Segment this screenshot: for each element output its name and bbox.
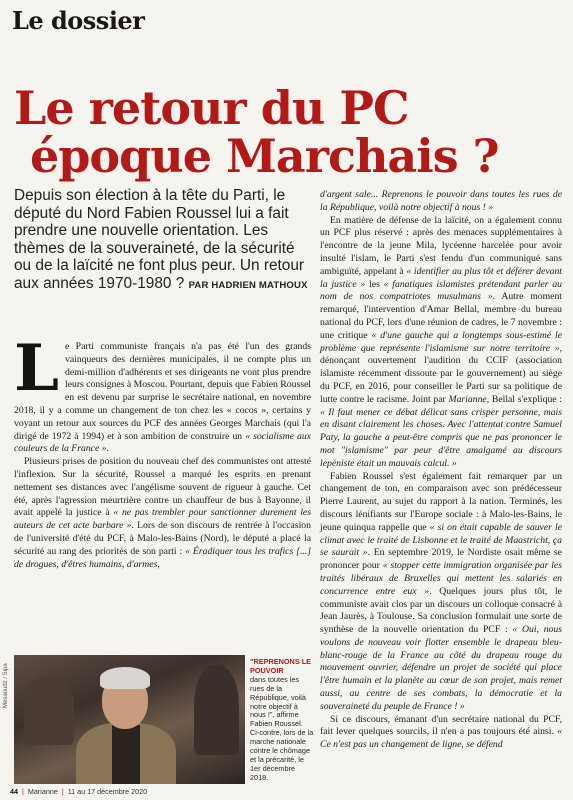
text-run: Fabien Roussel s'est également fait remarquer par un changement de ton, en comparaison avec son prédécesseur Pierre Laurent, au sujet du rapport à la nation. Terminés, les discours lénifiants sur l'Europe sociale : à Malo-les-Bains, le jeune quinqua rappelle que — [320, 470, 562, 533]
paragraph — [320, 471, 562, 714]
photo-caption — [250, 658, 314, 783]
quote-run: « si on était capable de sauver le climat avec le traité de Lisbonne et le traité de Maastricht, ça se saurait » — [320, 521, 562, 559]
standfirst-text: Depuis son élection à la tête du Parti, le député du Nord Fabien Roussel lui a fait prendre une nouvelle orientation. Les thèmes de la souveraineté, de la sécurité ou de la laïcité ne font plus peur. Un retour aux années 1970-1980 ? — [14, 187, 305, 292]
caption-text: dans toutes les rues de la République, voilà notre objectif à nous !", affirme Fabien Roussel. Ci-contre, lors de la marche nationale contre le chômage et la précarité, le 1er décembre 2018. — [250, 674, 314, 782]
section-label: Le dossier — [12, 6, 145, 35]
text-run: , Bellal s'explique : — [486, 393, 563, 405]
standfirst — [14, 187, 310, 295]
photo-subject-hair — [100, 667, 150, 689]
text-run: les — [365, 278, 384, 290]
paragraph — [320, 215, 562, 471]
photo-crowd-figure — [24, 675, 74, 745]
magazine-name: Marianne — [27, 787, 58, 796]
quote-run: « identifier au plus tôt et déférer devant la justice » — [320, 265, 562, 290]
title-line-1: Le retour du PC — [14, 81, 409, 135]
issue-dates: 11 au 17 décembre 2020 — [67, 787, 148, 796]
quote-run: « Éradiquer tous les trafics [...] de drogues, d'êtres humains, d'armes, — [14, 545, 311, 570]
article-column-2 — [320, 189, 562, 752]
footer-separator: | — [61, 787, 64, 796]
text-run: En matière de défense de la laïcité, on a également connu un PCF plus réservé : après des menaces supplémentaires à l'encontre de la jeune Mila, lycéenne harcelée pour avoir insulté l'islam, le Parti s'est fendu d'un communiqué sans ambiguïté, appelant à — [320, 214, 562, 277]
article-title — [14, 81, 564, 183]
quote-run: d'argent sale... Reprenons le pouvoir dans toutes les rues de la République, voilà notre objectif à nous ! » — [320, 189, 562, 213]
text-run: . Lors de son discours de rentrée à l'occasion de l'université d'été du PCF, à Malo-les-Bains (Nord), le député a placé la sécurité au rang des priorités de son parti : — [14, 520, 311, 557]
text-run: . — [106, 443, 109, 455]
quote-run: « Il faut mener ce débat délicat sans crisper personne, mais en disant clairement les choses. Avec l'attentat contre Samuel Paty, la gauche a peut-être compris que ne pas prononcer le mot "islamisme" par peur d'être amalgamé au discours lepéniste était un mauvais calcul. » — [320, 406, 562, 469]
article-photo — [14, 655, 245, 784]
title-line-2: époque Marchais ? — [30, 129, 499, 183]
text-run: e Parti communiste français n'a pas été l'un des grands vainqueurs des dernières municipales, il ne compte plus un demi-million d'adhérents et ses dirigeants ne vont plus prendre leurs consignes à Moscou. Pourtant, depuis que Fabien Roussel en est devenu par surprise le secrétaire national, en novembre 2018, il y a comme un changement de ton chez les « cocos », certains y voyant un retour aux sources du PCF des années Georges Marchais (qui l'a dirigé de 1972 à 1994) et à son ambition de construire un — [14, 341, 311, 442]
article-column-1 — [14, 331, 312, 571]
quote-run: « Oui, nous voulons de nouveau voir flotter ensemble le drapeau bleu-blanc-rouge de la France au côté du drapeau rouge du mouvement ouvrier, défendre un projet de société qui place l'être humain et la planète au cœur de son projet, mais remet aussi, au centre de ses combats, la démocratie et la souveraineté du peuple de France ! » — [320, 624, 562, 712]
quote-run: « d'une gauche qui a longtemps sous-estimé le problème que représente l'islamisme sur notre territoire » — [320, 329, 563, 354]
page-footer — [10, 787, 147, 796]
text-run: Si ce discours, émanant d'un secrétaire national du PCF, fait lever quelques sourcils, il n'en a pas toujours été ainsi. — [320, 713, 562, 738]
footer-separator: | — [22, 787, 24, 796]
quote-run: « fanatiques islamistes prétendant parler au nom de nos compatriotes musulmans » — [320, 278, 562, 303]
paragraph — [320, 189, 562, 215]
quote-run: « socialisme aux couleurs de la France » — [14, 430, 311, 455]
text-run: Plusieurs prises de position du nouveau chef des communistes ont attesté l'inflexion. Sur la sécurité, Roussel a marqué les esprits en prenant nettement ses distances avec l'angélisme souvent de rigueur à gauche. Cet été, après l'agression meurtrière contre un chauffeur de bus à Bayonne, il avait appelé la justice à — [14, 456, 311, 519]
quote-run: « ne pas trembler pour sanctionner durement les auteurs de cet acte barbare » — [14, 507, 312, 532]
quote-run: Marianne — [448, 393, 487, 405]
drop-cap: L — [14, 331, 59, 406]
quote-run: « stopper cette immigration organisée par les traités libéraux de Bruxelles qui mettent les salariés en concurrence entre eux » — [320, 560, 562, 597]
photo-crowd-figure — [194, 665, 239, 755]
text-run: , dénonçant ouvertement l'audition du CCIF (association islamiste récemment dissoute par le gouvernement) au siège du PCF, en 2016, pour conseiller le Parti sur sa politique de lutte contre le racisme. Joint par — [320, 342, 562, 405]
quote-run: « Ce n'est pas un changement de ligne, se défend — [320, 726, 562, 751]
caption-quote: "REPRENONS LE POUVOIR — [250, 657, 312, 675]
text-run: . Quelques jours plus tôt, le communiste avait clos par un discours un colloque consacré à Jean Jaurès, à Toulouse. Sa conclusion formulait une sorte de synthèse de la nouvelle orientation du PCF : — [320, 585, 562, 636]
text-run: . Autre moment remarqué, l'intervention d'Amar Bellal, membre du bureau national du PCF, lors d'une réunion de cadres, le 7 novembre : une critique — [320, 291, 562, 341]
byline: PAR HADRIEN MATHOUX — [188, 279, 308, 291]
paragraph — [14, 456, 311, 571]
photo-credit: Mesaoudz / Sipa — [3, 663, 9, 708]
page-number: 44 — [10, 787, 18, 796]
photo-subject-scarf — [112, 725, 140, 784]
text-run: . En septembre 2019, le Nordiste osait même se prononcer pour — [320, 547, 562, 572]
paragraph — [320, 714, 562, 752]
